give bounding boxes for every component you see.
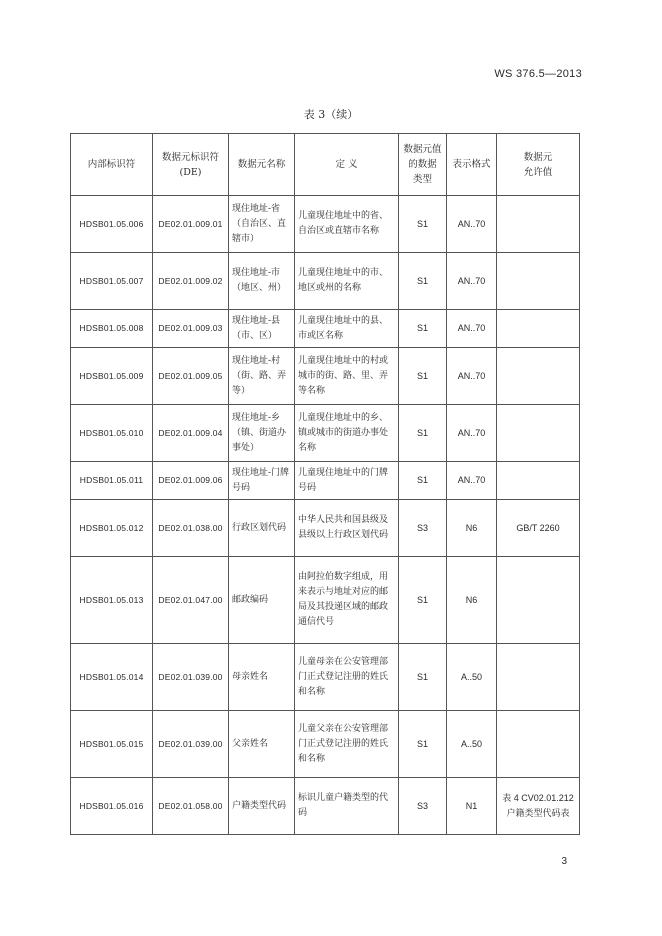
col-header-de-id: 数据元标识符 (DE): [153, 134, 229, 196]
cell-allowed-values: [497, 557, 580, 644]
cell-format: AN..70: [447, 405, 497, 462]
cell-allowed-values: [497, 253, 580, 310]
cell-allowed-values: [497, 196, 580, 253]
cell-format: A..50: [447, 711, 497, 778]
cell-allowed-values: GB/T 2260: [497, 500, 580, 557]
cell-data-type: S1: [399, 644, 447, 711]
data-element-table: [70, 133, 580, 835]
cell-definition: 儿童现住地址中的省、自治区或直辖市名称: [295, 196, 399, 253]
col-header-allowed-values: 数据元 允许值: [497, 134, 580, 196]
page-number: 3: [561, 856, 567, 867]
cell-name: 行政区划代码: [229, 500, 295, 557]
cell-internal-id: HDSB01.05.007: [71, 253, 153, 310]
cell-definition: 儿童现住地址中的市、地区或州的名称: [295, 253, 399, 310]
cell-format: AN..70: [447, 196, 497, 253]
cell-name: 现住地址-乡（镇、街道办事处）: [229, 405, 295, 462]
cell-name: 父亲姓名: [229, 711, 295, 778]
cell-definition: 儿童现住地址中的门牌号码: [295, 462, 399, 500]
cell-format: AN..70: [447, 348, 497, 405]
cell-definition: 儿童现住地址中的村或城市的街、路、里、弄等名称: [295, 348, 399, 405]
cell-format: AN..70: [447, 253, 497, 310]
cell-name: 现住地址-省（自治区、直辖市）: [229, 196, 295, 253]
col-header-format: 表示格式: [447, 134, 497, 196]
cell-allowed-values: [497, 348, 580, 405]
table-row: [71, 310, 580, 348]
col-header-internal-id: 内部标识符: [71, 134, 153, 196]
cell-name: 母亲姓名: [229, 644, 295, 711]
cell-de-id: DE02.01.039.00: [153, 711, 229, 778]
table-row: [71, 405, 580, 462]
cell-name: 现住地址-县（市、区）: [229, 310, 295, 348]
cell-format: N6: [447, 500, 497, 557]
cell-de-id: DE02.01.038.00: [153, 500, 229, 557]
table-row: [71, 644, 580, 711]
cell-internal-id: HDSB01.05.016: [71, 778, 153, 835]
cell-allowed-values: 表 4 CV02.01.212 户籍类型代码表: [497, 778, 580, 835]
cell-de-id: DE02.01.009.03: [153, 310, 229, 348]
cell-internal-id: HDSB01.05.006: [71, 196, 153, 253]
cell-definition: 儿童母亲在公安管理部门正式登记注册的姓氏和名称: [295, 644, 399, 711]
cell-de-id: DE02.01.009.04: [153, 405, 229, 462]
cell-de-id: DE02.01.039.00: [153, 644, 229, 711]
cell-format: AN..70: [447, 310, 497, 348]
cell-format: AN..70: [447, 462, 497, 500]
cell-de-id: DE02.01.047.00: [153, 557, 229, 644]
cell-definition: 儿童现住地址中的乡、镇或城市的街道办事处名称: [295, 405, 399, 462]
table-row: [71, 462, 580, 500]
standard-code: WS 376.5—2013: [494, 68, 582, 80]
table-row: [71, 348, 580, 405]
cell-allowed-values: [497, 310, 580, 348]
cell-data-type: S1: [399, 310, 447, 348]
cell-definition: 儿童父亲在公安管理部门正式登记注册的姓氏和名称: [295, 711, 399, 778]
cell-de-id: DE02.01.009.01: [153, 196, 229, 253]
table-row: [71, 557, 580, 644]
col-header-definition: 定 义: [295, 134, 399, 196]
table-row: [71, 711, 580, 778]
cell-internal-id: HDSB01.05.010: [71, 405, 153, 462]
cell-format: N1: [447, 778, 497, 835]
cell-de-id: DE02.01.009.06: [153, 462, 229, 500]
cell-name: 现住地址-村（街、路、弄等）: [229, 348, 295, 405]
cell-definition: 儿童现住地址中的县、市或区名称: [295, 310, 399, 348]
cell-data-type: S1: [399, 405, 447, 462]
cell-data-type: S1: [399, 196, 447, 253]
table-caption: 表 3（续）: [303, 108, 359, 121]
table-row: [71, 778, 580, 835]
cell-data-type: S3: [399, 500, 447, 557]
col-header-data-type: 数据元值 的数据 类型: [399, 134, 447, 196]
cell-definition: 中华人民共和国县级及县级以上行政区划代码: [295, 500, 399, 557]
table-row: [71, 500, 580, 557]
cell-data-type: S1: [399, 711, 447, 778]
cell-internal-id: HDSB01.05.011: [71, 462, 153, 500]
cell-name: 现住地址-门牌号码: [229, 462, 295, 500]
cell-data-type: S1: [399, 348, 447, 405]
table-row: [71, 253, 580, 310]
cell-format: N6: [447, 557, 497, 644]
cell-internal-id: HDSB01.05.012: [71, 500, 153, 557]
cell-definition: 标识儿童户籍类型的代码: [295, 778, 399, 835]
cell-name: 现住地址-市（地区、州）: [229, 253, 295, 310]
cell-definition: 由阿拉伯数字组成，用来表示与地址对应的邮局及其投递区域的邮政通信代号: [295, 557, 399, 644]
table-header-row: [71, 134, 580, 196]
cell-internal-id: HDSB01.05.009: [71, 348, 153, 405]
cell-internal-id: HDSB01.05.015: [71, 711, 153, 778]
cell-data-type: S1: [399, 253, 447, 310]
cell-name: 户籍类型代码: [229, 778, 295, 835]
cell-format: A..50: [447, 644, 497, 711]
cell-allowed-values: [497, 711, 580, 778]
table-row: [71, 196, 580, 253]
cell-allowed-values: [497, 644, 580, 711]
cell-data-type: S1: [399, 557, 447, 644]
cell-internal-id: HDSB01.05.013: [71, 557, 153, 644]
col-header-name: 数据元名称: [229, 134, 295, 196]
cell-allowed-values: [497, 405, 580, 462]
cell-allowed-values: [497, 462, 580, 500]
cell-data-type: S1: [399, 462, 447, 500]
cell-de-id: DE02.01.058.00: [153, 778, 229, 835]
cell-name: 邮政编码: [229, 557, 295, 644]
cell-data-type: S3: [399, 778, 447, 835]
cell-de-id: DE02.01.009.05: [153, 348, 229, 405]
cell-de-id: DE02.01.009.02: [153, 253, 229, 310]
cell-internal-id: HDSB01.05.008: [71, 310, 153, 348]
cell-internal-id: HDSB01.05.014: [71, 644, 153, 711]
